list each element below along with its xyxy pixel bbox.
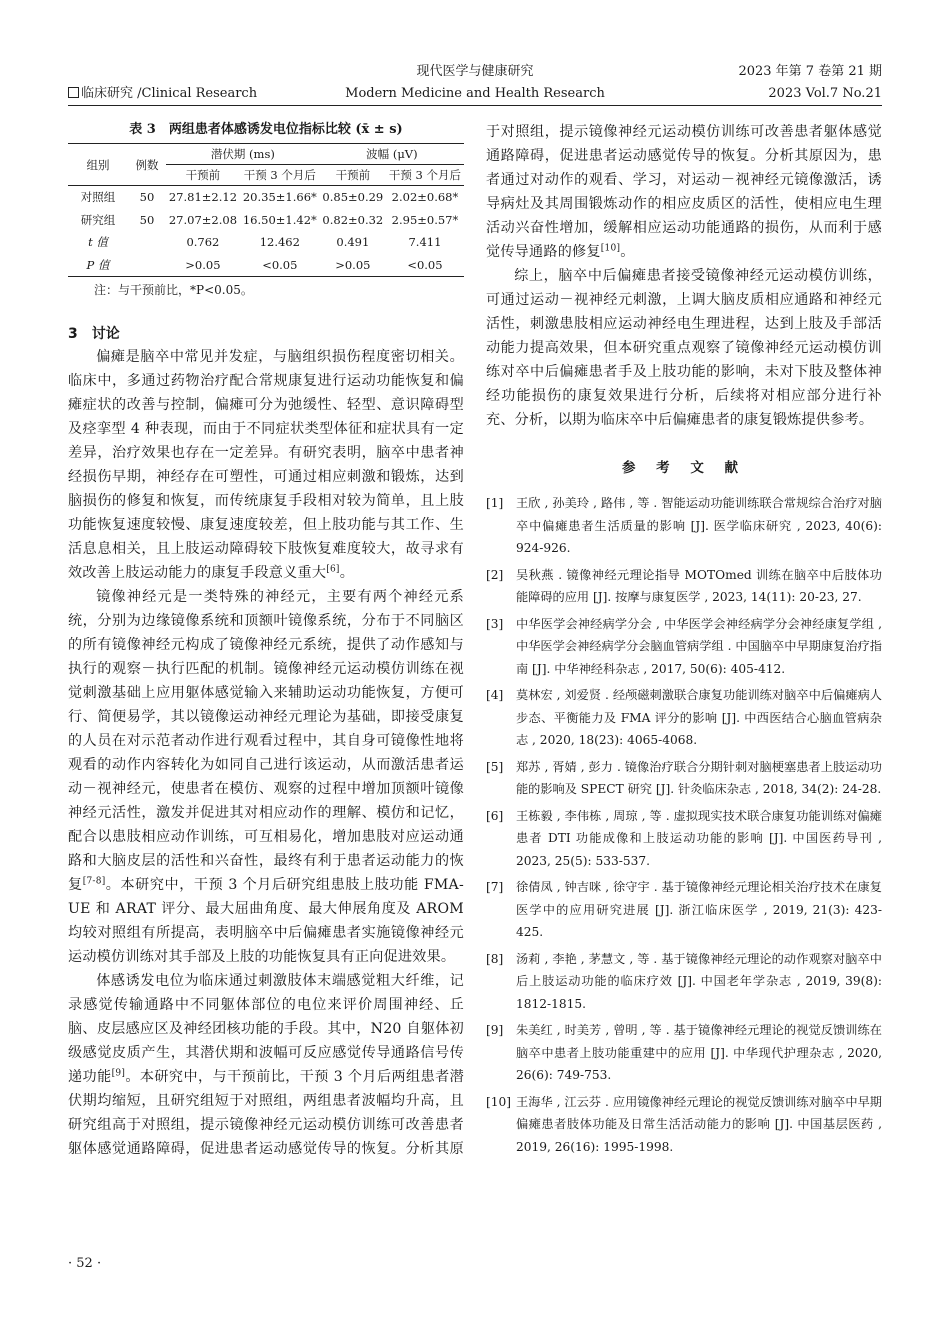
citation: [6]: [326, 564, 340, 575]
cell: 0.82±0.32: [322, 212, 384, 227]
ref-text: 王栋毅 , 李伟栋 , 周琼 , 等 . 虚拟现实技术联合康复功能训练对偏瘫患者 DTI 功能成像和上肢运动功能的影响 [J]. 中国医药导刊 , 2023, 25(5): 533-537.: [516, 808, 882, 868]
left-column: [68, 120, 464, 1161]
ref-text: 汤莉 , 李艳 , 茅慧文 , 等 . 基于镜像神经元理论的动作观察对脑卒中后上肢运动功能的临床疗效 [J]. 中国老年学杂志 , 2019, 39(8): 1812-1815.: [516, 951, 882, 1011]
cell: t 值: [88, 235, 108, 250]
reference-item: [486, 805, 882, 873]
col-amp-before: 干预前: [320, 165, 386, 186]
table-row: [68, 186, 464, 209]
table-row: [68, 209, 464, 232]
citation: [7-8]: [82, 876, 106, 887]
ref-number: [7]: [486, 880, 504, 894]
cell: >0.05: [166, 254, 240, 277]
cell: [128, 254, 166, 277]
col-group: 组别: [68, 144, 128, 186]
section-heading: 3 讨论: [68, 326, 120, 342]
cell: 27.81±2.12: [168, 190, 238, 205]
col-latency-after: 干预 3 个月后: [240, 165, 320, 186]
col-latency: 潜伏期 (ms): [166, 144, 320, 165]
text: 。本研究中，与干预前比，干预 3 个月后两组患者潜伏期均缩短，且研究组短于对照组，两组患者波幅均升高，且研究组高于对照组，提示镜像神经元运动模仿训练可改善患者躯体感觉通路障碍，促进患者运动感觉传导的恢复。分析其原: [68, 1069, 464, 1157]
cell: 7.411: [408, 235, 442, 250]
cell: <0.05: [240, 254, 320, 277]
ref-number: [9]: [486, 1023, 504, 1037]
reference-item: [486, 1091, 882, 1159]
reference-item: [486, 948, 882, 1016]
cell: 16.50±1.42*: [242, 212, 317, 227]
table-row: [68, 254, 464, 277]
ref-text: 莫林宏 , 刘爱贤 . 经颅磁刺激联合康复功能训练对脑卒中后偏瘫病人步态、平衡能力及 FMA 评分的影响 [J]. 中西医结合心脑血管病杂志 , 2020, 18(23): 4065-4068.: [516, 688, 882, 747]
cell: 2.02±0.68*: [391, 190, 459, 205]
citation: [10]: [600, 243, 621, 254]
references-title: 参 考 文 献: [621, 460, 747, 476]
ref-text: 徐倩凤 , 钟吉咪 , 徐守宇 . 基于镜像神经元理论相关治疗技术在康复医学中的应用研究进展 [J]. 浙江临床医学 , 2019, 21(3): 423-425.: [516, 880, 882, 939]
ref-text: 王海华 , 江云芬 . 应用镜像神经元理论的视觉反馈训练对脑卒中早期偏瘫患者肢体功能及日常生活活动能力的影响 [J]. 中国基层医药 , 2019, 26(16): 1995-1998.: [516, 1094, 882, 1154]
cell: 2.95±0.57*: [391, 212, 459, 227]
reference-item: [486, 564, 882, 609]
paragraph: [68, 585, 464, 969]
reference-item: [486, 1019, 882, 1087]
column-text: 临床研究 /Clinical Research: [81, 86, 258, 101]
cell: 对照组: [80, 190, 116, 205]
text: 于对照组，提示镜像神经元运动模仿训练可改善患者躯体感觉通路障碍，促进患者运动感觉传导的恢复。分析其原因为，患者通过对动作的观看、学习，对运动－视神经元镜像激活，诱导病灶及其周围锻炼动作的相应皮质区的活性，使相应电生理活动兴奋性增加，缓解相应运动功能通路的损伤，从而利于感觉传导通路的修复: [486, 124, 882, 260]
ref-text: 吴秋燕 . 镜像神经元理论指导 MOTOmed 训练在脑卒中后肢体功能障碍的应用 [J]. 按摩与康复医学 , 2023, 14(11): 20-23, 27.: [516, 567, 882, 604]
ref-number: [1]: [486, 496, 504, 510]
text: 偏瘫是脑卒中常见并发症，与脑组织损伤程度密切相关。临床中，多通过药物治疗配合常规康复进行运动功能恢复和偏瘫症状的改善与控制，偏瘫可分为弛缓性、轻型、意识障碍型及痉挛型 4 种表现，而由于不同症状类型体征和症状具有一定差异，治疗效果也存在一定差异。有研究表明，脑卒中患者神经损伤早期，神经存在可塑性，可通过相应刺激和锻炼，达到脑损伤的修复和恢复，而传统康复手段相对较为简单，且上肢功能恢复速度较慢、康复速度较差，但上肢功能与其工作、生活息息相关，且上肢运动障碍较下肢恢复难度较大，故寻求有效改善上肢运动能力的康复手段意义重大: [68, 349, 464, 581]
table-title: 表 3 两组患者体感诱发电位指标比较 (x̄ ± s): [129, 122, 403, 137]
cell: 0.85±0.29: [322, 190, 384, 205]
ref-text: 中华医学会神经病学分会 , 中华医学会神经病学分会神经康复学组 , 中华医学会神经病学分会脑血管病学组 . 中国脑卒中早期康复治疗指南 [J]. 中华神经科杂志 , 2017, 50(6): 405-412.: [516, 616, 882, 676]
ref-text: 王欣 , 孙美玲 , 路伟 , 等 . 智能运动功能训练联合常规综合治疗对脑卒中偏瘫患者生活质量的影响 [J]. 医学临床研究 , 2023, 40(6): 924-926.: [516, 496, 882, 555]
cell: 0.491: [336, 235, 370, 250]
ref-number: [4]: [486, 688, 504, 702]
cell: 0.762: [186, 235, 220, 250]
cell: P 值: [68, 254, 128, 277]
col-amplitude: 波幅 (μV): [320, 144, 464, 165]
paragraph-continues: [68, 969, 464, 1161]
cell: >0.05: [320, 254, 386, 277]
result-table: [68, 143, 464, 277]
cell: 研究组: [80, 212, 116, 227]
table-note: 注：与干预前比，*P<0.05。: [94, 283, 253, 297]
cell: 12.462: [259, 235, 300, 250]
reference-item: [486, 684, 882, 752]
ref-number: [3]: [486, 616, 504, 631]
reference-item: [486, 756, 882, 801]
table-row: [68, 231, 464, 254]
text: 体感诱发电位为临床通过刺激肢体末端感觉粗大纤维，记录感觉传输通路中不同躯体部位的电位来评价周围神经、丘脑、皮层感应区及神经团核功能的手段。其中，N20 自躯体初级感觉皮质产生，其潜伏期和波幅可反应感觉传导通路信号传递功能: [68, 973, 464, 1085]
ref-number: [2]: [486, 567, 504, 582]
text: 。: [339, 565, 355, 581]
reference-item: [486, 876, 882, 944]
text: 。本研究中，干预 3 个月后研究组患肢上肢功能 FMA-UE 和 ARAT 评分、最大屈曲角度、最大伸展角度及 AROM 均较对照组有所提高，表明脑卒中后偏瘫患者实施镜像神经元运动模仿训练对其手部及上肢的功能恢复具有正向促进效果。: [68, 877, 464, 965]
cell: 27.07±2.08: [168, 212, 238, 227]
issue-cn: 2023 年第 7 卷第 21 期: [738, 64, 882, 79]
reference-item: [486, 613, 882, 681]
text: 。: [620, 244, 635, 260]
ref-number: [5]: [486, 759, 504, 774]
cell: 50: [139, 212, 155, 227]
cell: <0.05: [386, 254, 464, 277]
ref-number: [6]: [486, 808, 504, 823]
cell: [128, 231, 166, 254]
text: 镜像神经元是一类特殊的神经元，主要有两个神经元系统，分别为边缘镜像系统和顶额叶镜像系统，分布于不同脑区的所有镜像神经元构成了镜像神经元系统，提供了动作感知与执行的观察－执行匹配的机制。镜像神经元运动模仿训练在视觉刺激基础上应用躯体感觉输入来辅助运动功能恢复，方便可行、简便易学，其以镜像运动神经元理论为基础，即接受康复的人员在对示范者动作进行观看过程中，其自身可镜像性地将观看的动作内容转化为如同自己进行该运动，从而激活患者运动－视神经元，使患者在模仿、观察的过程中增加顶额叶镜像神经元活性，激发并促进其对相应动作的理解、模仿和记忆，配合以患肢相应动作训练，可互相易化，增加患肢对应运动通路和大脑皮层的活性和兴奋性，最终有利于患者运动能力的恢复: [68, 589, 464, 893]
ref-text: 郑苏 , 胥婧 , 彭力 . 镜像治疗联合分期针刺对脑梗塞患者上肢运动功能的影响及 SPECT 研究 [J]. 针灸临床杂志 , 2018, 34(2): 24-28.: [516, 759, 882, 796]
paragraph: [68, 345, 464, 585]
col-latency-before: 干预前: [166, 165, 240, 186]
ref-number: [10]: [486, 1094, 512, 1109]
col-amp-after: 干预 3 个月后: [386, 165, 464, 186]
cell: 50: [139, 190, 155, 205]
citation: [9]: [111, 1068, 126, 1079]
right-column: [486, 120, 882, 1162]
paragraph: 综上，脑卒中后偏瘫患者接受镜像神经元运动模仿训练，可通过运动－视神经元刺激，上调大脑皮质相应通路和神经元活性，刺激患肢相应运动神经电生理进程，达到上肢及手部活动能力提高效果，但本研究重点观察了镜像神经元运动模仿训练对卒中后偏瘫患者手及上肢功能的影响，未对下肢及整体神经功能损伤的康复效果进行分析，后续将对相应部分进行补充、分析，以期为临床卒中后偏瘫患者的康复锻炼提供参考。: [486, 268, 882, 428]
header-rule: [68, 105, 882, 106]
issue-en: 2023 Vol.7 No.21: [768, 86, 882, 101]
journal-title-cn: 现代医学与健康研究: [416, 64, 534, 79]
reference-item: [486, 492, 882, 560]
journal-title-en: Modern Medicine and Health Research: [345, 86, 605, 101]
col-cases: 例数: [128, 144, 166, 186]
page-number: · 52 ·: [68, 1256, 102, 1271]
cell: 20.35±1.66*: [242, 190, 317, 205]
reference-list: [486, 492, 882, 1158]
ref-number: [8]: [486, 951, 504, 966]
paragraph-continued: [486, 120, 882, 264]
ref-text: 朱美红 , 时美芳 , 曾明 , 等 . 基于镜像神经元理论的视觉反馈训练在脑卒中患者上肢功能重建中的应用 [J]. 中华现代护理杂志 , 2020, 26(6): 749-753.: [516, 1023, 882, 1082]
text-block: [486, 120, 882, 264]
